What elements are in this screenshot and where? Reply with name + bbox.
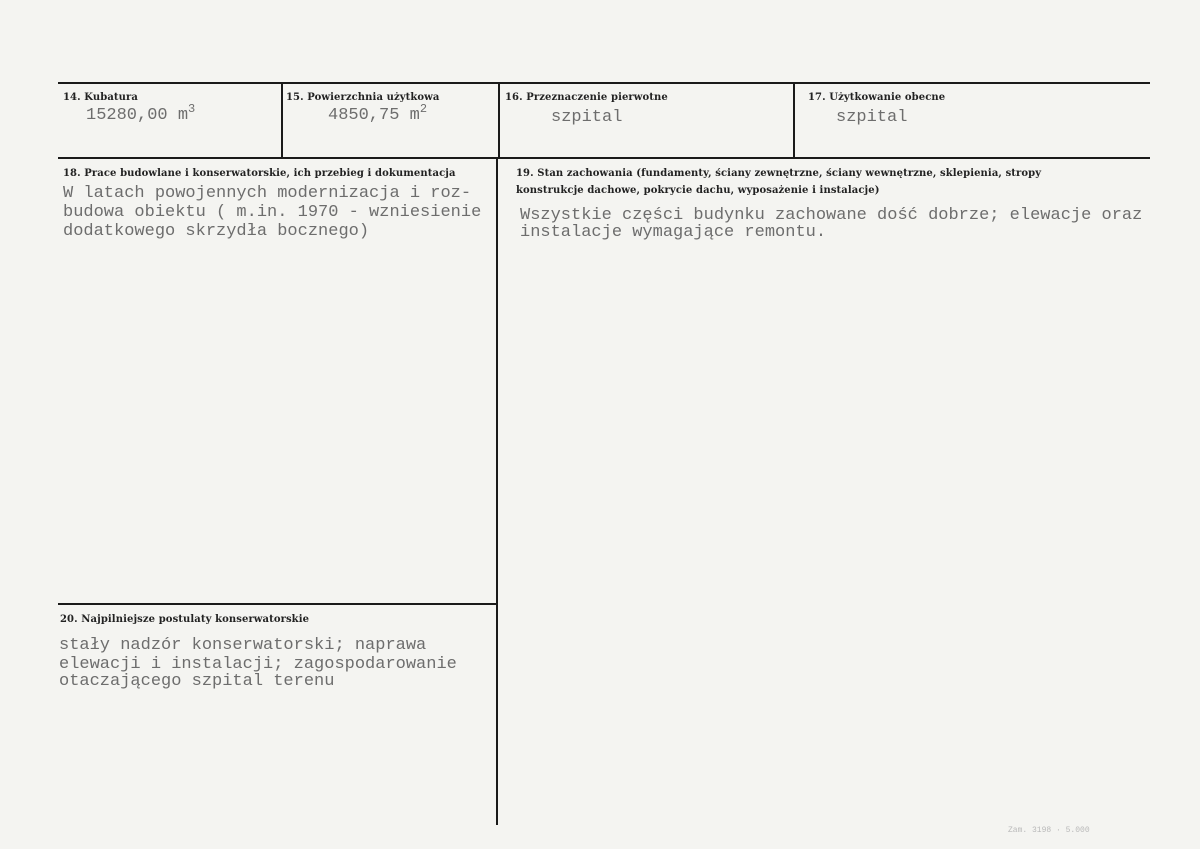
field-18-line-3: dodatkowego skrzydła bocznego) [63, 222, 370, 241]
field-19-line-2: instalacje wymagające remontu. [520, 223, 827, 242]
field-15-value: 4850,75 $m^2$ [328, 102, 428, 125]
field-18-line-1: W latach powojennych modernizacja i roz- [63, 184, 472, 203]
section-20-top-rule [58, 603, 497, 605]
main-vertical-divider [496, 157, 498, 825]
printer-imprint: Zam. 3198 · 5.000 [1008, 826, 1090, 835]
field-20-line-2: elewacji i instalacji; zagospodarowanie [59, 655, 457, 674]
field-18-line-2: budowa obiektu ( m.in. 1970 - wzniesienie [63, 203, 482, 222]
field-19-line-1: Wszystkie części budynku zachowane dość dobrze; elewacje oraz [520, 206, 1143, 225]
divider-15-16 [498, 82, 500, 159]
divider-14-15 [281, 82, 283, 159]
field-18-label: 18. Prace budowlane i konserwatorskie, ich przebieg i dokumentacja [63, 168, 456, 179]
top-rule [58, 82, 1150, 84]
field-17-value: szpital [836, 108, 908, 127]
row1-bottom-rule [58, 157, 1150, 159]
divider-16-17 [793, 82, 795, 159]
field-15-label: 15. Powierzchnia użytkowa [286, 92, 440, 103]
field-20-label: 20. Najpilniejsze postulaty konserwatorskie [60, 614, 310, 625]
field-17-label: 17. Użytkowanie obecne [808, 92, 946, 103]
field-19-label-line-1: 19. Stan zachowania (fundamenty, ściany zewnętrzne, ściany wewnętrzne, sklepienia, stropy [516, 168, 1042, 179]
field-16-label: 16. Przeznaczenie pierwotne [505, 92, 668, 103]
field-20-line-1: stały nadzór konserwatorski; naprawa [59, 636, 427, 655]
field-20-line-3: otaczającego szpital terenu [59, 672, 335, 691]
field-19-label-line-2: konstrukcje dachowe, pokrycie dachu, wyposażenie i instalacje) [516, 185, 880, 196]
field-16-value: szpital [551, 108, 623, 127]
field-14-value: 15280,00 $m^3$ [86, 102, 196, 125]
field-14-label: 14. Kubatura [63, 92, 138, 103]
